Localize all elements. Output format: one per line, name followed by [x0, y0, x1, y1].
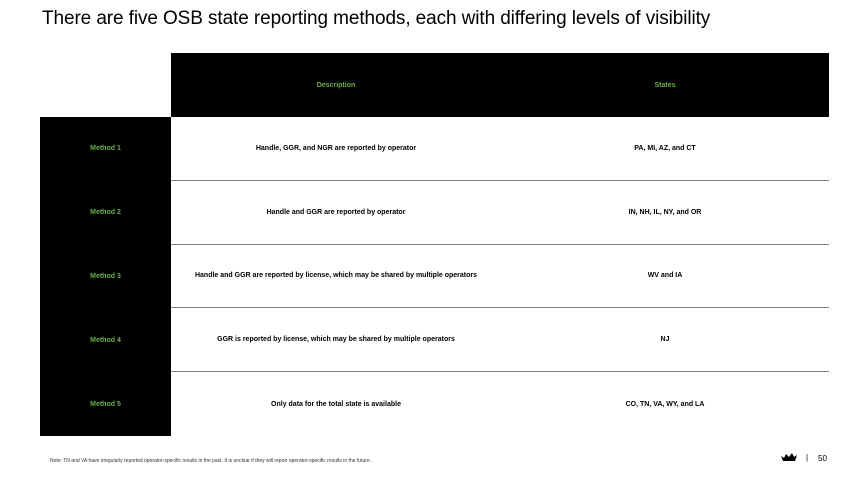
crown-logo-icon	[781, 452, 797, 462]
row-description: Only data for the total state is available	[271, 400, 401, 408]
table-row	[171, 117, 829, 181]
row-states: PA, MI, AZ, and CT	[634, 144, 696, 152]
table-row	[171, 308, 829, 372]
table-row	[171, 245, 829, 309]
row-states: CO, TN, VA, WY, and LA	[625, 400, 705, 408]
page-number: 50	[818, 454, 827, 463]
method-label: Method 3	[90, 272, 121, 280]
table-body	[171, 117, 829, 436]
method-label: Method 5	[90, 400, 121, 408]
footnote: Note: TN and VA have irregularly reported operator-specific results in the past. It is unclear if they will report operator-specific results in the future.	[50, 458, 372, 464]
slide-title: There are five OSB state reporting methods, each with differing levels of visibility	[42, 8, 711, 29]
table-row	[171, 372, 829, 436]
method-column	[40, 117, 171, 436]
row-states: NJ	[660, 336, 670, 344]
header-states: States	[654, 81, 676, 89]
table-header	[171, 53, 829, 117]
row-description: Handle and GGR are reported by license, which may be shared by multiple operators	[194, 272, 478, 280]
table-row	[171, 181, 829, 245]
method-label: Method 1	[90, 145, 121, 153]
page-separator: |	[806, 453, 809, 462]
header-description: Description	[316, 81, 356, 89]
method-label: Method 4	[90, 336, 121, 344]
row-description: GGR is reported by license, which may be shared by multiple operators	[217, 336, 455, 344]
row-description: Handle, GGR, and NGR are reported by operator	[255, 144, 417, 152]
row-description: Handle and GGR are reported by operator	[266, 208, 406, 216]
row-states: IN, NH, IL, NY, and OR	[628, 208, 702, 216]
row-states: WV and IA	[647, 272, 683, 280]
method-label: Method 2	[90, 209, 121, 217]
